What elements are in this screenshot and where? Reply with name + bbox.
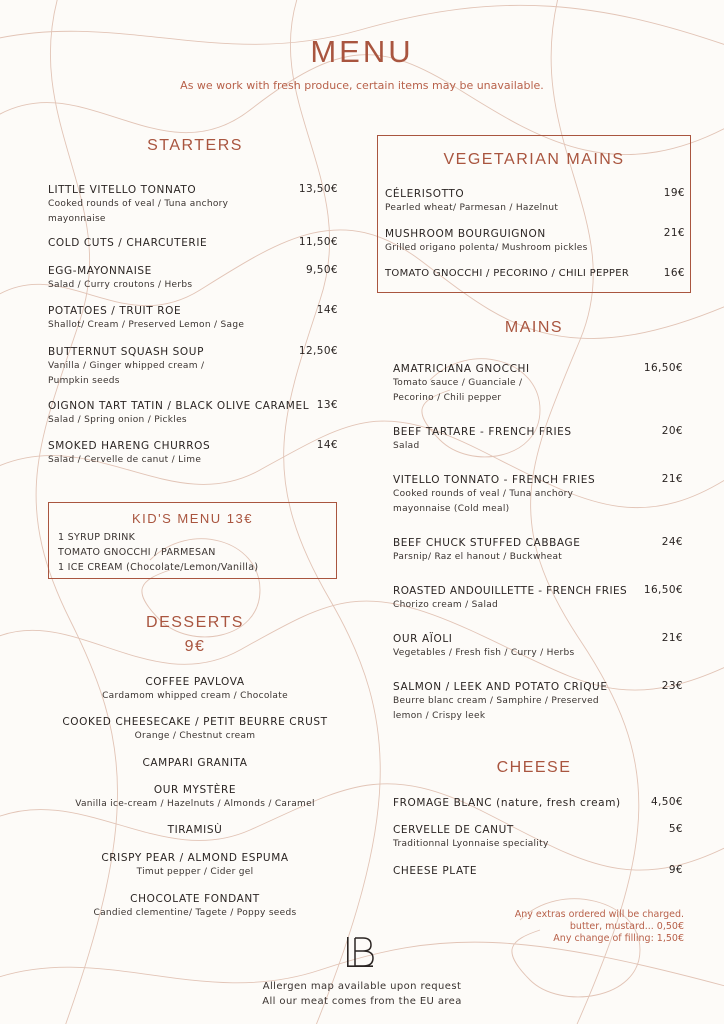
item-price: 19€ bbox=[663, 187, 685, 199]
item-price: 5€ bbox=[668, 823, 683, 835]
desserts-heading: DESSERTS bbox=[146, 614, 244, 631]
logo-mark-icon bbox=[343, 934, 379, 970]
footer-note: Allergen map available upon request All our meat comes from the EU area bbox=[262, 981, 462, 1007]
item-price: 12,50€ bbox=[298, 345, 338, 357]
item-price: 21€ bbox=[661, 473, 683, 485]
item-price: 23€ bbox=[661, 680, 683, 692]
vegetarian-heading: VEGETARIAN MAINS bbox=[443, 151, 625, 168]
item-price: 11,50€ bbox=[298, 236, 338, 248]
item-price: 9,50€ bbox=[305, 264, 338, 276]
menu-item: POTATOES / TRUIT ROE Shallot/ Cream / Preserved Lemon / Sage 14€ bbox=[48, 304, 338, 330]
menu-item: VITELLO TONNATO - FRENCH FRIES Cooked rounds of veal / Tuna anchory mayonnaise (Cold meal) 21€ bbox=[393, 473, 683, 514]
menu-item: EGG-MAYONNAISE Salad / Curry croutons / Herbs 9,50€ bbox=[48, 264, 338, 290]
item-price: 21€ bbox=[661, 632, 683, 644]
kids-menu-heading: KID'S MENU 13€ bbox=[131, 511, 253, 526]
menu-item: CERVELLE DE CANUT Traditionnal Lyonnaise speciality 5€ bbox=[393, 823, 683, 849]
item-price: 4,50€ bbox=[650, 796, 683, 808]
item-price: 16€ bbox=[663, 267, 685, 279]
menu-item: BEEF CHUCK STUFFED CABBAGE Parsnip/ Raz el hanout / Buckwheat 24€ bbox=[393, 536, 683, 562]
dessert-item: COOKED CHEESECAKE / PETIT BEURRE CRUST Orange / Chestnut cream bbox=[62, 716, 328, 741]
menu-item: SALMON / LEEK AND POTATO CRIQUE Beurre blanc cream / Samphire / Preserved lemon / Crispy leek 23€ bbox=[393, 680, 683, 721]
cheese-heading: CHEESE bbox=[496, 759, 572, 776]
dessert-item: COFFEE PAVLOVA Cardamom whipped cream / Chocolate bbox=[102, 676, 288, 701]
mains-heading: MAINS bbox=[504, 319, 564, 336]
restaurant-logo bbox=[343, 934, 379, 970]
menu-item: OIGNON TART TATIN / BLACK OLIVE CARAMEL Salad / Spring onion / Pickles 13€ bbox=[48, 399, 338, 425]
menu-item: FROMAGE BLANC (nature, fresh cream) 4,50€ bbox=[393, 796, 683, 809]
availability-notice: As we work with fresh produce, certain items may be unavailable. bbox=[180, 79, 544, 92]
kids-menu-box: KID'S MENU 13€ 1 SYRUP DRINK TOMATO GNOCCHI / PARMESAN 1 ICE CREAM (Chocolate/Lemon/Vanilla) bbox=[48, 502, 337, 579]
menu-item: CHEESE PLATE 9€ bbox=[393, 864, 683, 877]
page-title: MENU bbox=[310, 34, 414, 69]
item-price: 13,50€ bbox=[298, 183, 338, 195]
item-price: 13€ bbox=[316, 399, 338, 411]
menu-item: MUSHROOM BOURGUIGNON Grilled origano polenta/ Mushroom pickles 21€ bbox=[385, 227, 685, 253]
extras-note: Any extras ordered will be charged. butter, mustard... 0,50€ Any change of filling: 1,50€ bbox=[514, 909, 684, 944]
starters-heading: STARTERS bbox=[147, 137, 243, 154]
menu-item: BUTTERNUT SQUASH SOUP Vanilla / Ginger whipped cream / Pumpkin seeds 12,50€ bbox=[48, 345, 338, 386]
menu-item: LITTLE VITELLO TONNATO Cooked rounds of veal / Tuna anchory mayonnaise 13,50€ bbox=[48, 183, 338, 224]
dessert-item: TIRAMISÙ bbox=[167, 824, 223, 836]
item-price: 20€ bbox=[661, 425, 683, 437]
menu-item: OUR AÏOLI Vegetables / Fresh fish / Curry / Herbs 21€ bbox=[393, 632, 683, 658]
menu-item: SMOKED HARENG CHURROS Salad / Cervelle de canut / Lime 14€ bbox=[48, 439, 338, 465]
item-price: 24€ bbox=[661, 536, 683, 548]
item-price: 14€ bbox=[316, 304, 338, 316]
menu-item: BEEF TARTARE - FRENCH FRIES Salad 20€ bbox=[393, 425, 683, 451]
dessert-item: CRISPY PEAR / ALMOND ESPUMA Timut pepper / Cider gel bbox=[101, 852, 289, 877]
menu-item: ROASTED ANDOUILLETTE - FRENCH FRIES Chorizo cream / Salad 16,50€ bbox=[393, 584, 683, 610]
item-price: 9€ bbox=[668, 864, 683, 876]
dessert-item: CHOCOLATE FONDANT Candied clementine/ Tagete / Poppy seeds bbox=[93, 893, 297, 918]
item-price: 14€ bbox=[316, 439, 338, 451]
dessert-item: CAMPARI GRANITA bbox=[142, 757, 248, 769]
item-price: 21€ bbox=[663, 227, 685, 239]
item-price: 16,50€ bbox=[643, 362, 683, 374]
menu-item: CÉLERISOTTO Pearled wheat/ Parmesan / Hazelnut 19€ bbox=[385, 187, 685, 213]
desserts-price: 9€ bbox=[184, 638, 206, 655]
item-price: 16,50€ bbox=[643, 584, 683, 596]
dessert-item: OUR MYSTÈRE Vanilla ice-cream / Hazelnuts / Almonds / Caramel bbox=[75, 784, 315, 809]
menu-item: COLD CUTS / CHARCUTERIE 11,50€ bbox=[48, 236, 338, 249]
menu-item: AMATRICIANA GNOCCHI Tomato sauce / Guanciale / Pecorino / Chili pepper 16,50€ bbox=[393, 362, 683, 403]
menu-item: TOMATO GNOCCHI / PECORINO / CHILI PEPPER 16€ bbox=[385, 267, 685, 279]
